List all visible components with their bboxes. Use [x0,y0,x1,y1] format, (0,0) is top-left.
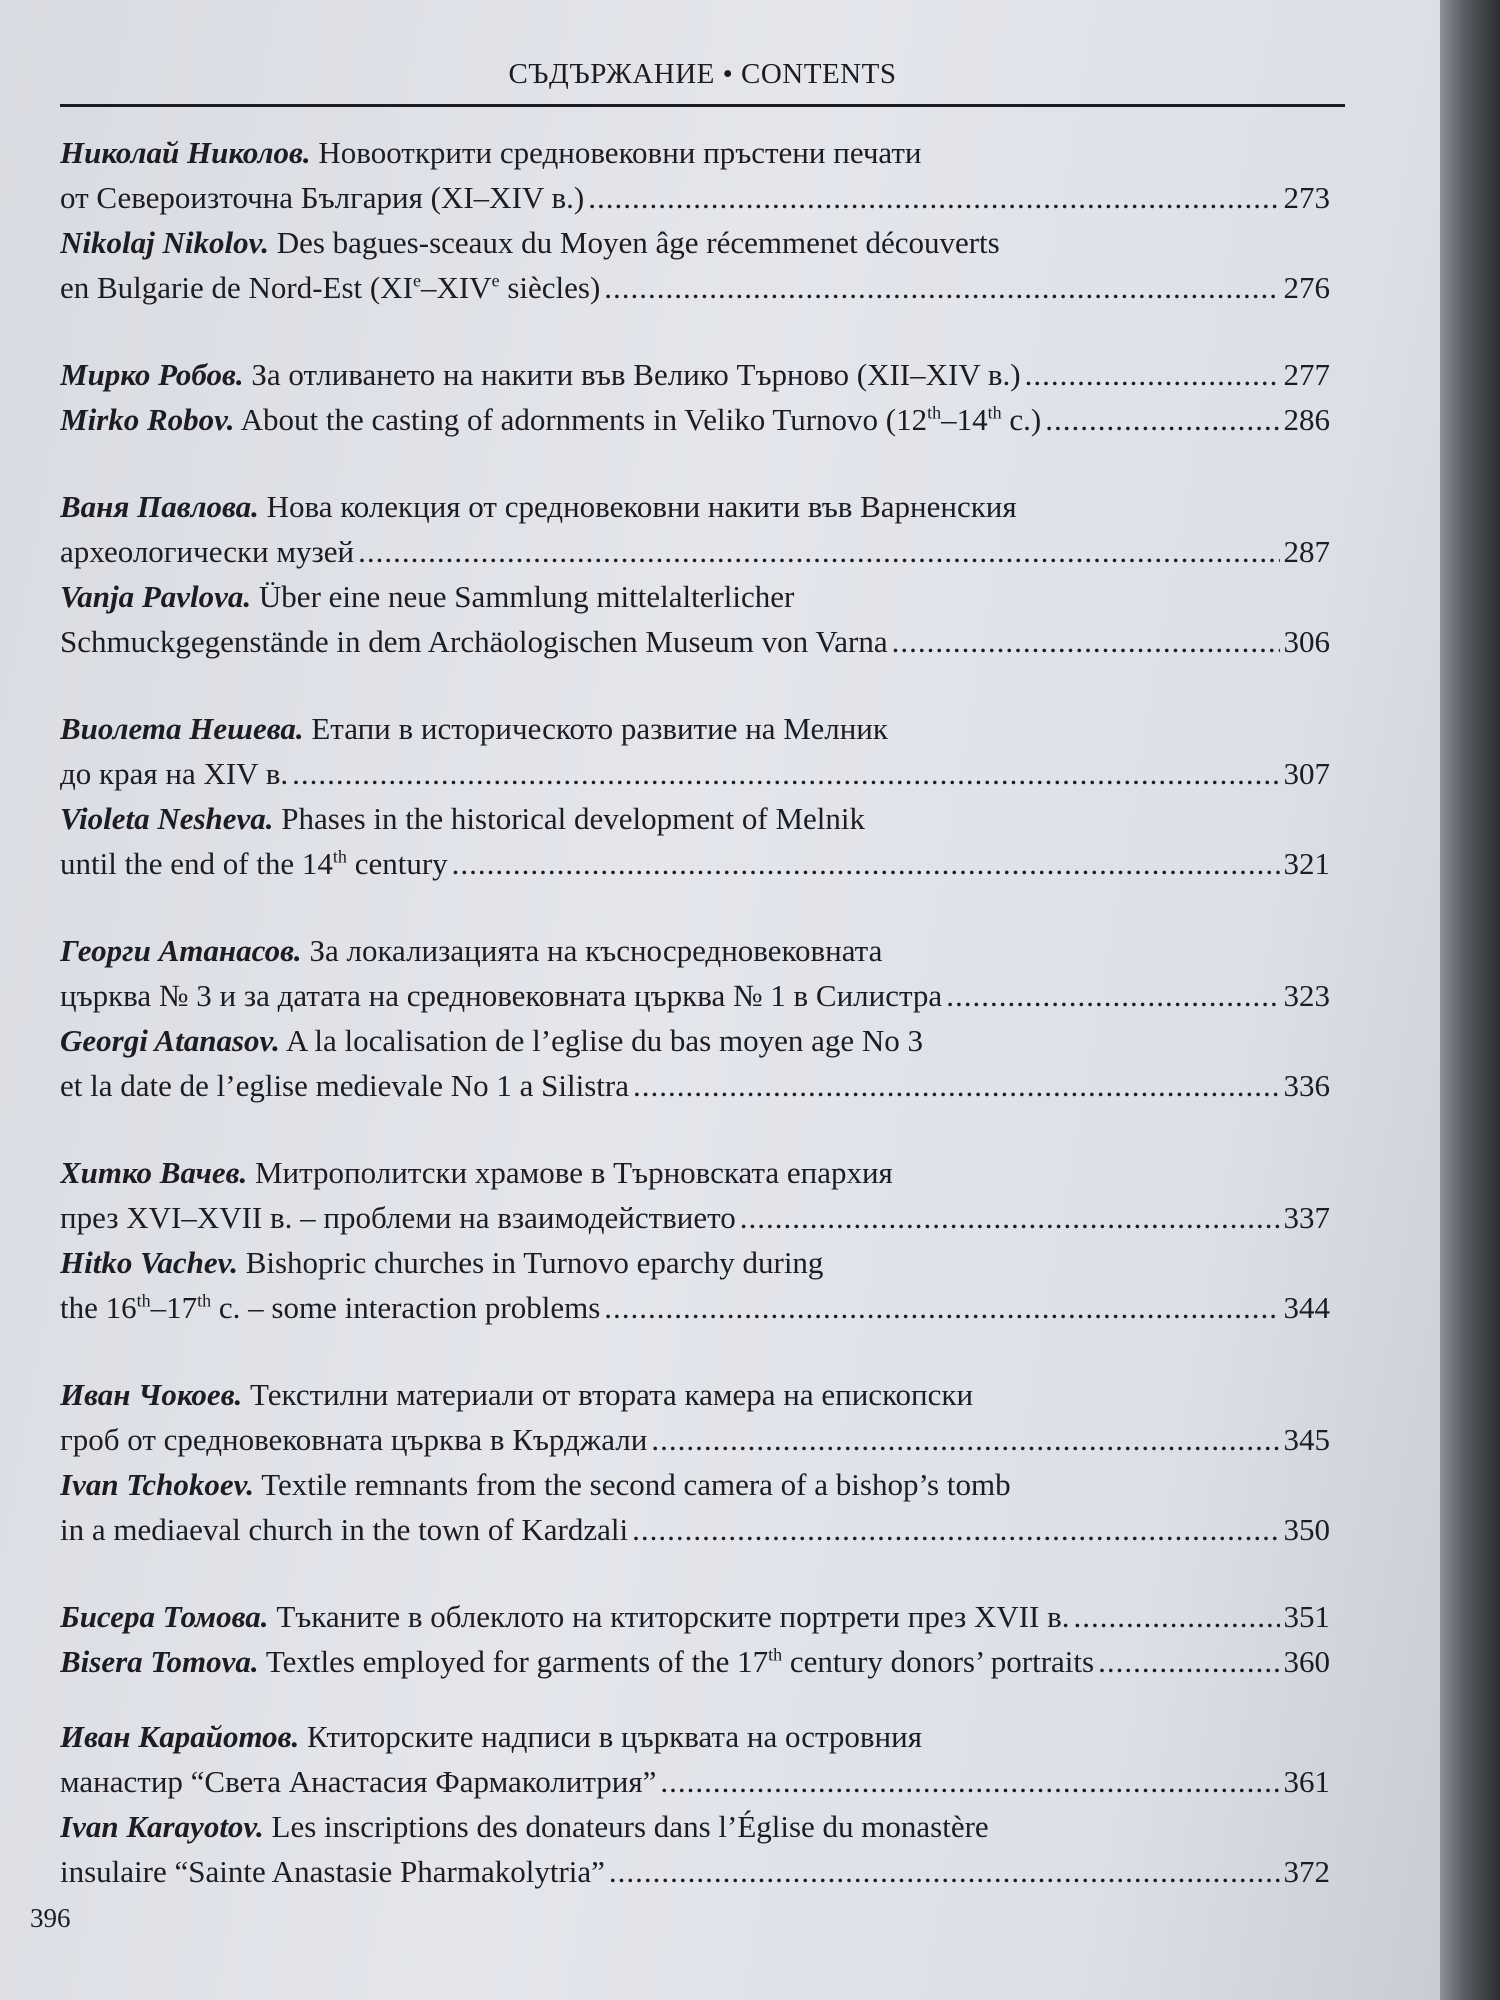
article-title: Новооткрити средновековни пръстени печати [318,135,922,170]
superscript: th [197,1290,212,1311]
title-text: –XIV [420,270,492,305]
article-title: гроб от средновековната църква в Кърджали [60,1422,648,1457]
title-text: siècles) [499,270,601,305]
dot-leader [358,529,1279,574]
dot-leader [660,1759,1279,1804]
author-name: Nikolaj Nikolov. [60,225,269,260]
page-ref: 360 [1283,1644,1330,1679]
entry-line [60,1063,1330,1108]
dot-leader [633,1063,1280,1108]
article-title [60,1639,1094,1684]
article-title: insulaire “Sainte Anastasie Pharmakolytria” [60,1854,605,1889]
entry-line [60,397,1330,442]
article-title: до края на XIV в. [60,756,289,791]
entry-line [60,484,1330,529]
entry-line [60,973,1330,1018]
title-text: c.) [1001,402,1042,437]
article-title: A la localisation de l’eglise du bas moyen age No 3 [285,1023,923,1058]
title-text: About the casting of adornments in Veliko Turnovo (12 [240,402,928,437]
entry-line [60,1240,1330,1285]
entry-line [60,1372,1330,1417]
entry-line [60,175,1330,220]
article-title: през XVI–XVII в. – проблеми на взаимодействието [60,1200,736,1235]
contents-entry [60,1372,1330,1552]
page-ref: 306 [1283,624,1330,659]
superscript: e [491,270,500,291]
entry-line [60,841,1330,886]
entry-line [60,751,1330,796]
title-text: Тъканите в облеклото на ктиторските портрети през XVII в. [276,1599,1070,1634]
page-header: СЪДЪРЖАНИЕ • CONTENTS [508,58,897,90]
article-title [60,1594,1070,1639]
title-text: –17 [150,1290,198,1325]
dot-leader [452,841,1280,886]
article-title [60,1285,600,1330]
page-ref: 350 [1283,1512,1330,1547]
entry-line [60,1285,1330,1330]
dot-leader [588,175,1279,220]
title-text: century donors’ portraits [782,1644,1095,1679]
page-ref: 286 [1283,402,1330,437]
superscript: th [332,846,347,867]
author-name: Георги Атанасов. [60,933,302,968]
article-title: манастир “Света Анастасия Фармаколитрия” [60,1764,657,1799]
entry-line [60,130,1330,175]
author-name: Виолета Нешева. [60,711,304,746]
author-name: Иван Чокоев. [60,1377,243,1412]
entry-line [60,796,1330,841]
contents-entry [60,130,1330,310]
dot-leader [892,619,1280,664]
title-text: century [346,846,448,881]
contents-entry [60,1594,1330,1684]
entry-line [60,1018,1330,1063]
author-name: Ivan Karayotov. [60,1809,264,1844]
entry-line [60,1714,1330,1759]
author-name: Хитко Вачев. [60,1155,248,1190]
dot-leader [1045,397,1279,442]
dot-leader [604,265,1279,310]
author-name: Bisera Tomova. [60,1644,259,1679]
title-text: c. – some interaction problems [211,1290,601,1325]
contents-entry [60,1150,1330,1330]
dot-leader [604,1285,1279,1330]
contents-list [60,130,1330,1936]
superscript: th [927,402,942,423]
dot-leader [946,973,1279,1018]
entry-line [60,529,1330,574]
title-text: en Bulgarie de Nord-Est (XI [60,270,413,305]
article-title: et la date de l’eglise medievale No 1 a Silistra [60,1068,629,1103]
entry-line [60,1150,1330,1195]
page-ref: 276 [1283,270,1330,305]
author-name: Иван Карайотов. [60,1719,300,1754]
entry-line [60,1417,1330,1462]
contents-entry [60,706,1330,886]
page-ref: 337 [1283,1200,1330,1235]
entry-line [60,1804,1330,1849]
title-text: –14 [941,402,988,437]
dot-leader [1098,1639,1279,1684]
article-title: Phases in the historical development of Melnik [281,801,866,836]
page-ref: 321 [1283,846,1330,881]
article-title: археологически музей [60,534,355,569]
page-ref: 372 [1283,1854,1330,1889]
entry-line [60,265,1330,310]
article-title: Über eine neue Sammlung mittelalterlicher [258,579,795,614]
article-title: Les inscriptions des donateurs dans l’Église du monastère [271,1809,989,1844]
superscript: e [412,270,421,291]
book-gutter [1440,0,1500,2000]
article-title: За локализацията на късносредновековната [309,933,883,968]
article-title: Textile remnants from the second camera of a bishop’s tomb [261,1467,1011,1502]
superscript: th [987,402,1002,423]
author-name: Vanja Pavlova. [60,579,252,614]
author-name: Бисера Томова. [60,1599,269,1634]
page-ref: 344 [1283,1290,1330,1325]
entry-line [60,1462,1330,1507]
superscript: th [136,1290,151,1311]
contents-entry [60,352,1330,442]
page-ref: 351 [1283,1599,1330,1634]
contents-entry [60,1714,1330,1894]
article-title: Нова колекция от средновековни накити във Варненския [266,489,1017,524]
entry-line [60,1195,1330,1240]
page-number: 396 [30,1903,71,1933]
entry-line [60,928,1330,973]
page-ref: 277 [1283,357,1330,392]
title-text: Textles employed for garments of the 17 [265,1644,769,1679]
entry-line [60,1639,1330,1684]
article-title: Митрополитски храмове в Търновската епархия [254,1155,893,1190]
article-title: Schmuckgegenstände in dem Archäologischen Museum von Varna [60,624,888,659]
article-title [60,352,1021,397]
author-name: Georgi Atanasov. [60,1023,280,1058]
page-ref: 323 [1283,978,1330,1013]
article-title: Des bagues-sceaux du Moyen âge récemmenet découverts [276,225,1000,260]
page-ref: 345 [1283,1422,1330,1457]
dot-leader [1074,1594,1280,1639]
dot-leader [632,1507,1279,1552]
dot-leader [609,1849,1280,1894]
entry-line [60,1507,1330,1552]
entry-line [60,619,1330,664]
title-text: За отливането на накити във Велико Търново (XII–XIV в.) [251,357,1021,392]
contents-entry [60,484,1330,664]
dot-leader [1025,352,1280,397]
article-title: Bishopric churches in Turnovo eparchy during [245,1245,824,1280]
article-title: Етапи в историческото развитие на Мелник [311,711,888,746]
header-rule [60,104,1345,107]
entry-line [60,1594,1330,1639]
article-title: Текстилни материали от втората камера на епископски [250,1377,974,1412]
page-ref: 273 [1283,180,1330,215]
entry-line [60,574,1330,619]
author-name: Ivan Tchokoev. [60,1467,255,1502]
article-title [60,265,600,310]
author-name: Мирко Робов. [60,357,244,392]
page-ref: 287 [1283,534,1330,569]
entry-line [60,220,1330,265]
entry-line [60,1849,1330,1894]
title-text: the 16 [60,1290,137,1325]
article-title: Ктиторските надписи в църквата на островния [307,1719,922,1754]
article-title: от Североизточна България (XI–XIV в.) [60,180,585,215]
entry-line [60,1759,1330,1804]
page-ref: 361 [1283,1764,1330,1799]
page-ref: 307 [1283,756,1330,791]
dot-leader [292,751,1279,796]
entry-line [60,352,1330,397]
dot-leader [740,1195,1280,1240]
page-ref: 336 [1283,1068,1330,1103]
title-text: until the end of the 14 [60,846,333,881]
author-name: Hitko Vachev. [60,1245,238,1280]
dot-leader [651,1417,1279,1462]
superscript: th [768,1644,783,1665]
article-title: църква № 3 и за датата на средновековната църква № 1 в Силистра [60,978,943,1013]
author-name: Ваня Павлова. [60,489,259,524]
article-title [60,841,448,886]
author-name: Mirko Robov. [60,402,235,437]
article-title [60,397,1041,442]
article-title: in a mediaeval church in the town of Kardzali [60,1512,629,1547]
entry-line [60,706,1330,751]
contents-entry [60,928,1330,1108]
author-name: Николай Николов. [60,135,311,170]
author-name: Violeta Nesheva. [60,801,274,836]
